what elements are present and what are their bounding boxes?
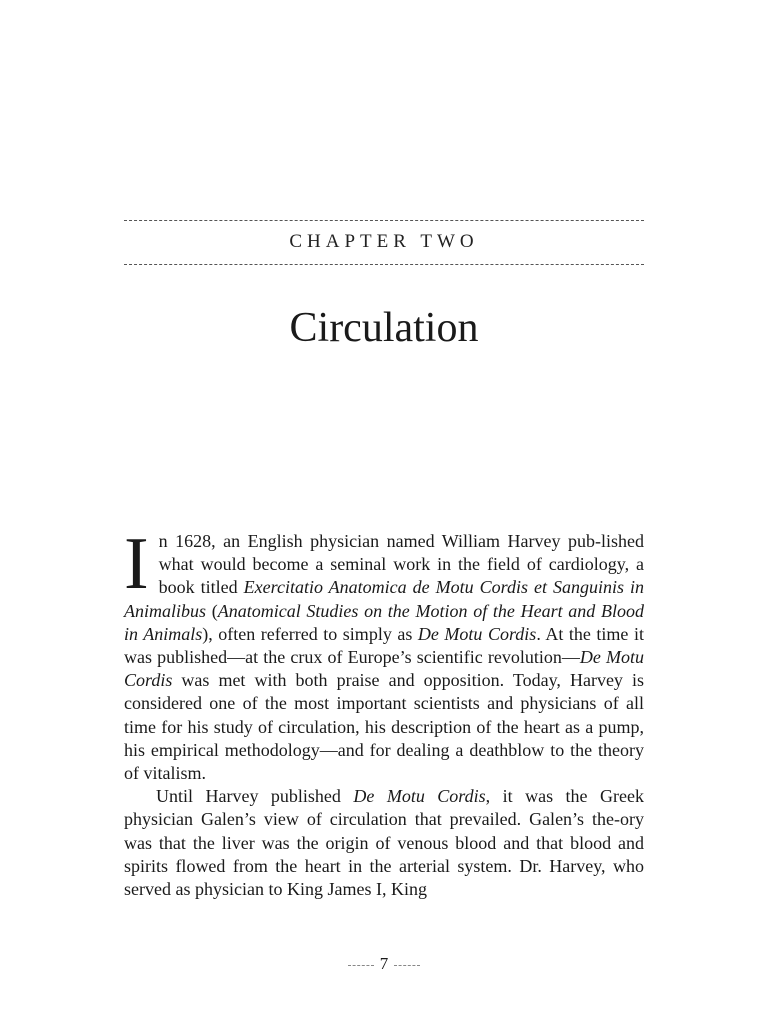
- italic-short-title: De Motu Cordis: [417, 623, 537, 644]
- folio-dash-left: [348, 965, 374, 966]
- italic-book-title-english: Anatomical Studies on the Motion of the Heart and Blood in Animals: [124, 600, 644, 644]
- chapter-label: CHAPTER TWO: [289, 231, 479, 252]
- paragraph-2: [124, 785, 644, 901]
- drop-cap: I: [124, 523, 149, 605]
- page-number: 7: [379, 954, 389, 973]
- paragraph-1-text-4: . At the time it was published—at the crux of Europe’s scientific revolution—: [124, 623, 644, 668]
- chapter-bottom-rule: [124, 264, 644, 265]
- paragraph-1-text-3: ), often referred to simply as: [202, 623, 418, 644]
- italic-book-title-latin: Exercitatio Anatomica de Motu Cordis et Sanguinis in Animalibus: [124, 577, 645, 621]
- folio-dash-right: [394, 965, 420, 966]
- italic-short-title: De Motu Cordis: [353, 786, 486, 807]
- italic-short-title: De Motu Cordis: [124, 647, 644, 691]
- chapter-top-rule: [124, 220, 644, 221]
- page-footer: [124, 954, 644, 974]
- chapter-title: Circulation: [289, 305, 479, 351]
- paragraph-1-text-2: (: [206, 600, 218, 621]
- paragraph-2-text-2: , it was the Greek physician Galen’s view of circulation that prevailed. Galen’s the-ory was that the liver was the origin of venous blood and that blood and spirits flowed from the heart in the arterial system. Dr. Harvey, who served as physician to King James I, King: [124, 786, 644, 900]
- body-text: [124, 523, 645, 901]
- paragraph-1-text-5: was met with both praise and opposition. Today, Harvey is considered one of the most important scientists and physicians of all time for his study of circulation, his description of the heart as a pump, his empirical methodology—and for dealing a deathblow to the theory of vitalism.: [124, 670, 644, 784]
- paragraph-1-text-1: n 1628, an English physician named William Harvey pub-lished what would become a seminal work in the field of cardiology, a book titled: [158, 531, 644, 598]
- paragraph-2-text-1: Until Harvey published: [156, 786, 354, 807]
- paragraph-1: [124, 523, 645, 785]
